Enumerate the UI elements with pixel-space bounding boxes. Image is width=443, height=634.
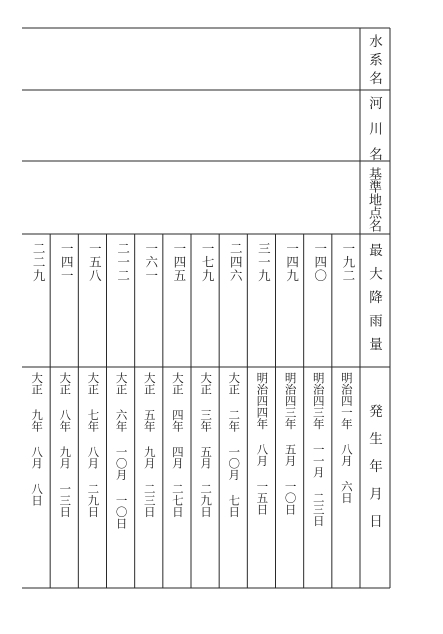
occurrence-date: 大正 四年 四月 二七日: [170, 372, 185, 518]
occurrence-date: 明治四四年 八月 一五日: [255, 372, 270, 515]
occurrence-date: 明治四三年 五月 一〇日: [283, 372, 298, 515]
header-water-system: 水系名: [366, 34, 382, 90]
header-reference-point: 基準地点名: [366, 167, 381, 232]
max-rainfall-value: 二二九: [31, 242, 47, 283]
occurrence-date: 大正 五年 九月 二三日: [142, 372, 157, 518]
max-rainfall-value: 一五八: [87, 242, 103, 283]
max-rainfall-value: 一四〇: [312, 242, 328, 283]
header-date: 発生年月日: [366, 404, 382, 542]
header-river-name: 河川名: [366, 96, 382, 173]
occurrence-date: 大正 七年 八月 二九日: [86, 372, 101, 518]
occurrence-date: 大正 三年 五月 二九日: [199, 372, 214, 518]
occurrence-date: 大正 九年 八月 八日: [30, 372, 45, 506]
max-rainfall-value: 一四五: [171, 242, 187, 283]
max-rainfall-value: 二四六: [228, 242, 244, 283]
max-rainfall-value: 三一九: [256, 242, 272, 283]
occurrence-date: 大正 八年 九月 一三日: [58, 372, 73, 518]
occurrence-date: 大正 二年 一〇月 七日: [227, 372, 242, 518]
occurrence-date: 大正 六年 一〇月 一〇日: [114, 372, 129, 529]
header-max-rainfall: 最大降雨量: [366, 243, 382, 361]
occurrence-date: 明治四三年 一一月 二三日: [311, 372, 326, 527]
occurrence-date: 明治四一年 八月 六日: [339, 372, 354, 504]
max-rainfall-value: 一四一: [59, 242, 75, 283]
max-rainfall-value: 一七九: [200, 242, 216, 283]
max-rainfall-value: 一六一: [143, 242, 159, 283]
max-rainfall-value: 二一二: [115, 242, 131, 283]
max-rainfall-value: 一九二: [340, 242, 356, 283]
max-rainfall-value: 一四九: [284, 242, 300, 283]
